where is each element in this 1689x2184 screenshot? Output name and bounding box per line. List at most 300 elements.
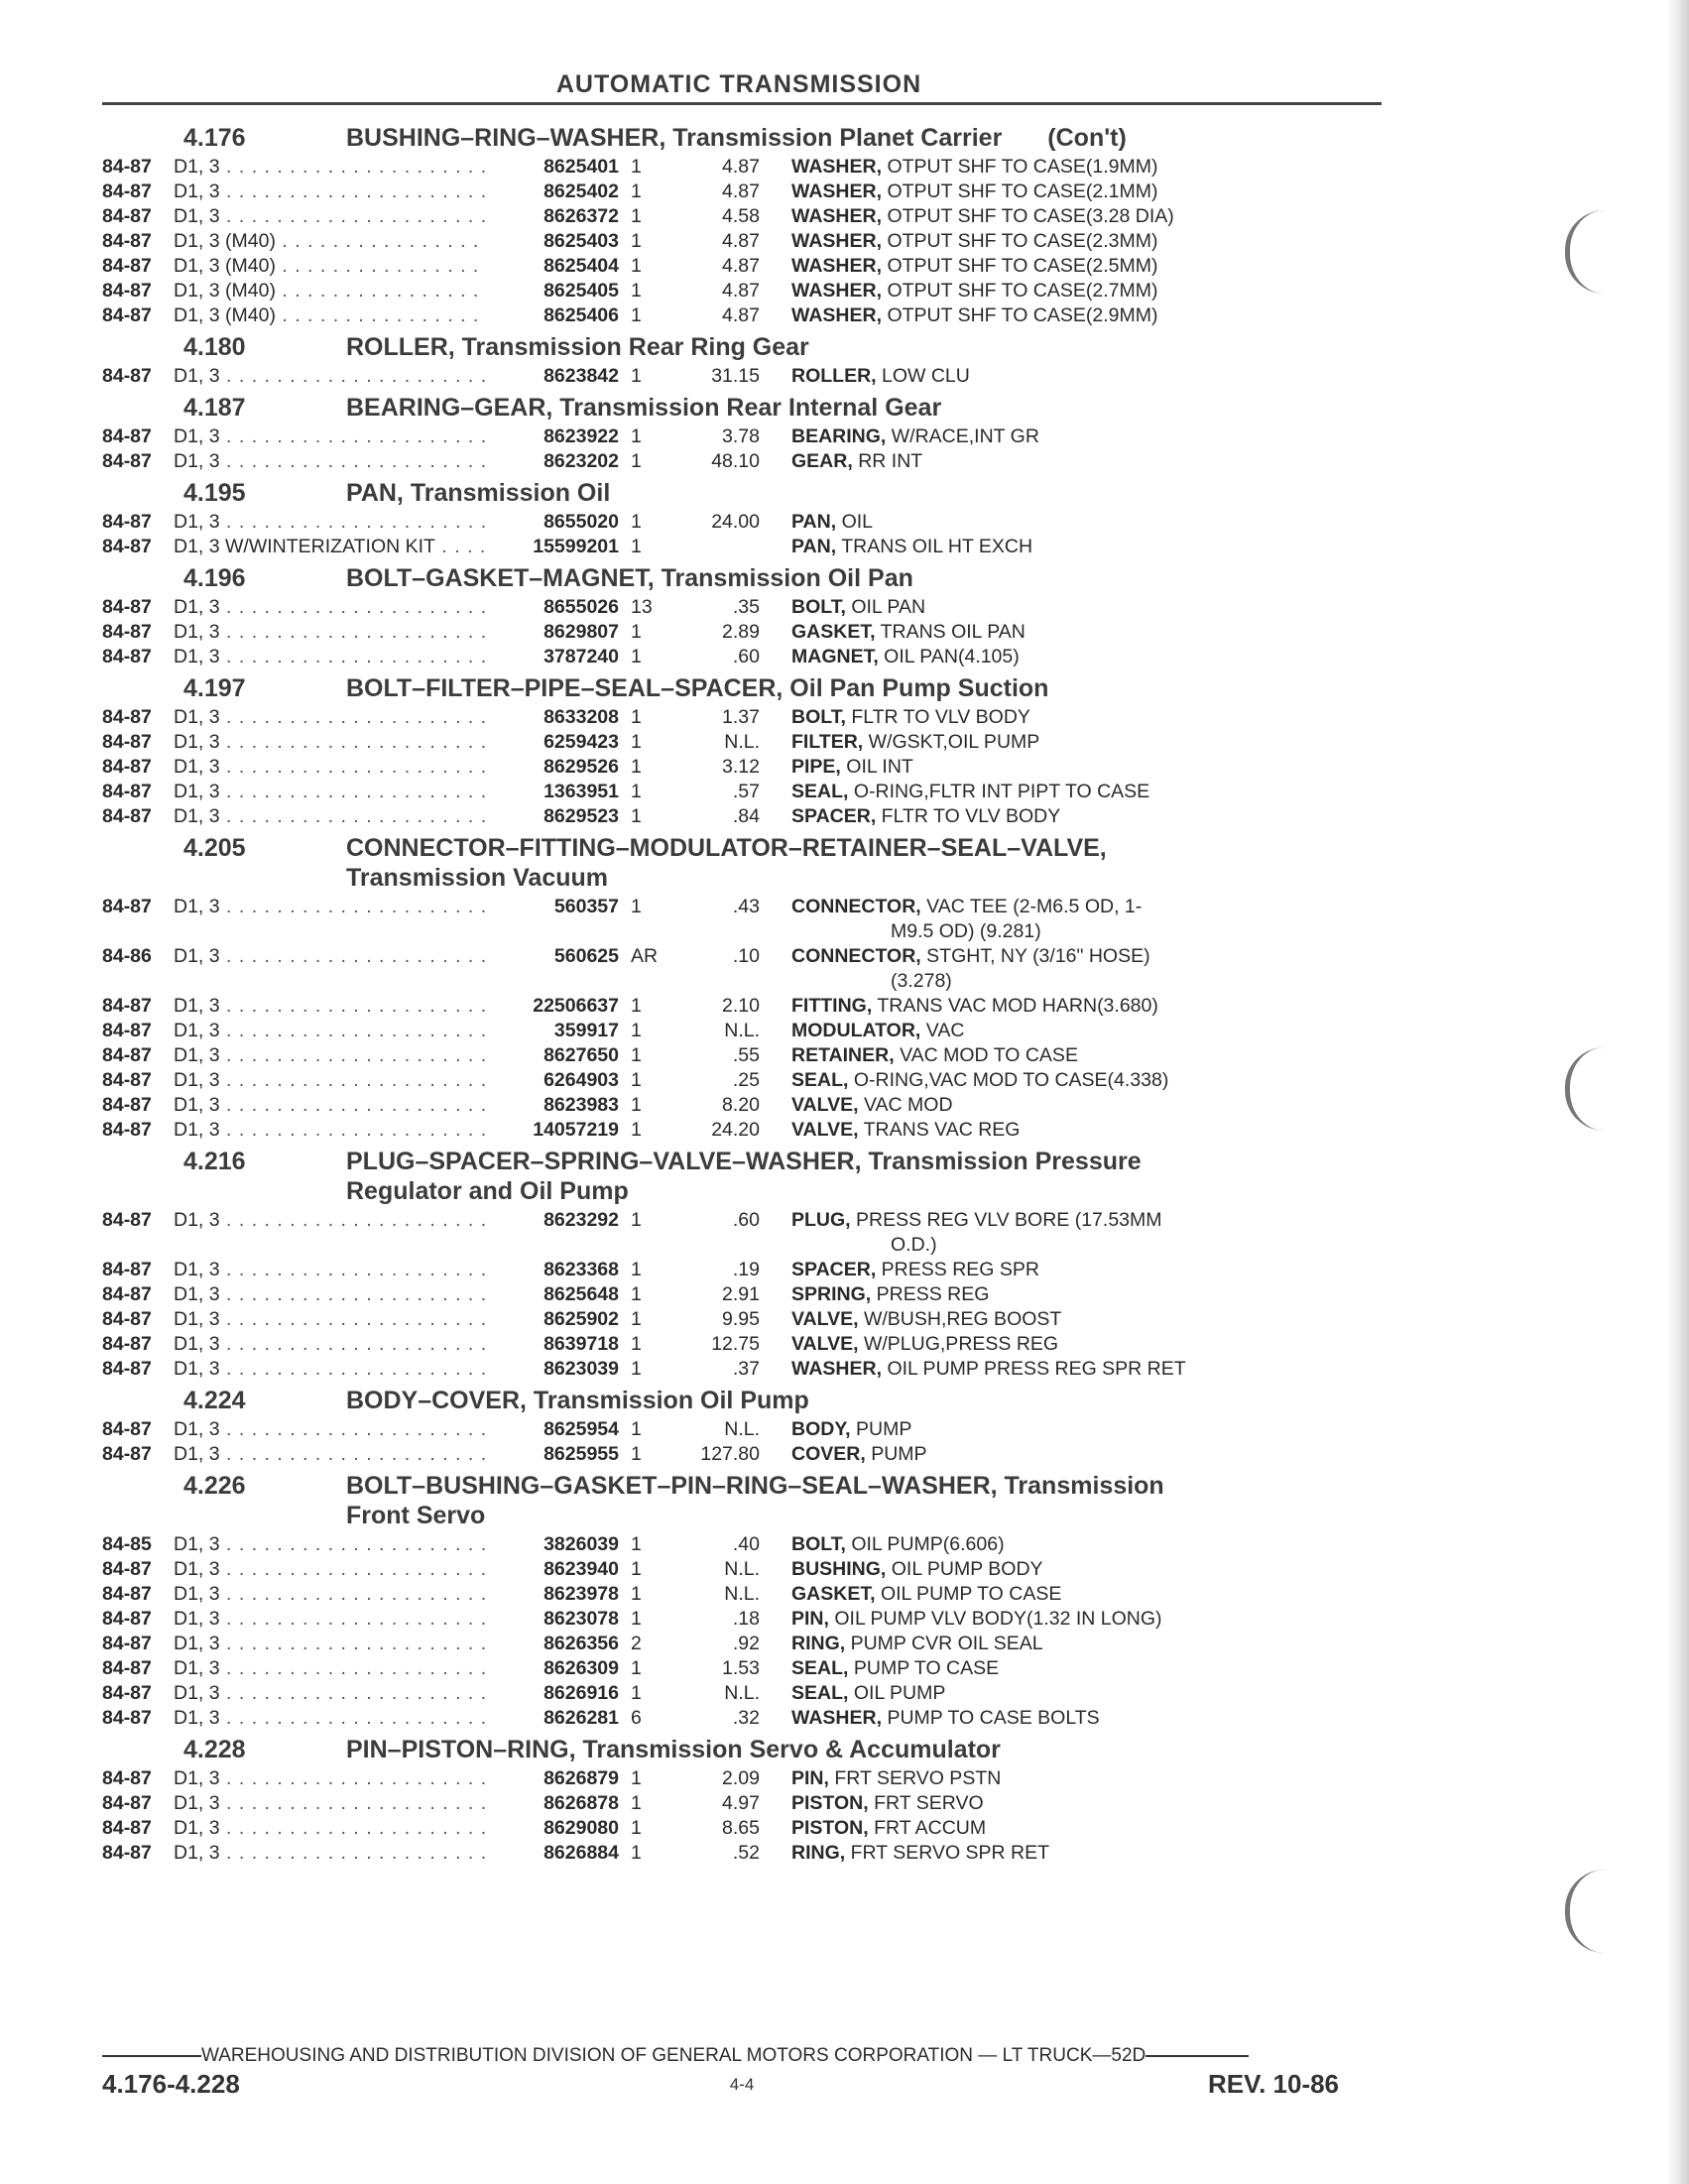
model-years: 84-87 [102, 1259, 152, 1280]
footer-publisher-line [102, 2045, 1382, 2067]
part-number: 8625954 [543, 1418, 619, 1440]
part-detail: W/BUSH,REG BOOST [863, 1308, 1062, 1330]
section-number: 4.180 [183, 333, 246, 361]
part-detail: OIL PUMP [853, 1682, 946, 1704]
part-number: 8623368 [543, 1259, 619, 1280]
binder-hole-middle [1565, 1047, 1605, 1131]
section-title [346, 1147, 1382, 1206]
part-number: 8625648 [543, 1283, 619, 1305]
table-row [102, 1417, 1382, 1442]
part-description [760, 254, 1382, 279]
model-years: 84-87 [102, 646, 152, 667]
part-detail: OIL PUMP VLV BODY(1.32 IN LONG) [834, 1608, 1162, 1630]
part-name: SPACER, [791, 805, 877, 827]
table-row [102, 1816, 1382, 1841]
table-row [102, 645, 1382, 669]
table-row [102, 303, 1382, 328]
part-detail: O-RING,VAC MOD TO CASE(4.338) [853, 1069, 1169, 1091]
part-name: WASHER, [791, 1358, 883, 1380]
part-detail: PRESS REG [876, 1283, 990, 1305]
price: 4.87 [722, 230, 760, 252]
section-heading [102, 1386, 1382, 1415]
section-title [346, 833, 1382, 893]
section-heading [102, 563, 1382, 593]
part-number: 3787240 [543, 646, 619, 667]
part-detail-continued: O.D.) [891, 1234, 937, 1256]
quantity: 1 [631, 805, 642, 827]
model-years: 84-87 [102, 156, 152, 178]
quantity: 1 [631, 255, 642, 277]
section-heading [102, 833, 1382, 893]
model-code: D1, 3 . . . [172, 780, 485, 804]
part-detail: FRT SERVO [874, 1792, 984, 1814]
part-detail: FLTR TO VLV BODY [851, 706, 1030, 728]
part-number: 8623202 [543, 450, 619, 472]
part-number: 8625401 [543, 156, 619, 178]
table-row [102, 204, 1382, 229]
part-description [760, 279, 1382, 303]
model-years: 84-87 [102, 536, 152, 557]
part-name: PLUG, [791, 1209, 851, 1231]
footer-publisher: WAREHOUSING AND DISTRIBUTION DIVISION OF GENERAL MOTORS CORPORATION — LT TRUCK—52D [201, 2045, 1146, 2066]
part-detail: VAC MOD TO CASE [900, 1044, 1078, 1066]
model-code: D1, 3 . . . [172, 449, 485, 474]
price: .84 [732, 805, 760, 827]
part-description [760, 1706, 1382, 1731]
footer-page-number: 4-4 [729, 2075, 755, 2094]
model-code: D1, 3 W/WINTERIZATION KIT . . . [172, 535, 485, 559]
part-name: CONNECTOR, [791, 896, 921, 917]
part-description [760, 804, 1382, 829]
part-description [760, 1841, 1382, 1866]
model-code: D1, 3 . . . [172, 620, 485, 645]
part-name: CONNECTOR, [791, 945, 921, 967]
part-detail-continued: (3.278) [891, 970, 952, 992]
part-description [760, 944, 1382, 994]
part-number: 22506637 [533, 995, 619, 1017]
section-4-228 [102, 1735, 1382, 1866]
part-name: WASHER, [791, 1707, 883, 1729]
quantity: 1 [631, 1792, 642, 1814]
price: 4.97 [722, 1792, 760, 1814]
parts-list [102, 123, 1382, 1870]
part-description [760, 303, 1382, 328]
model-code: D1, 3 . . . [172, 1307, 485, 1332]
part-detail: LOW CLU [882, 365, 970, 387]
model-years: 84-87 [102, 450, 152, 472]
part-description [760, 364, 1382, 389]
section-rows [102, 1766, 1382, 1866]
price: 48.10 [711, 450, 760, 472]
table-row [102, 804, 1382, 829]
quantity: 1 [631, 511, 642, 533]
part-number: 8627650 [543, 1044, 619, 1066]
part-name: WASHER, [791, 230, 883, 252]
part-number: 359917 [553, 1020, 619, 1041]
section-heading [102, 332, 1382, 362]
model-code: D1, 3 . . . [172, 1706, 485, 1731]
part-name: GEAR, [791, 450, 853, 472]
quantity: 1 [631, 1657, 642, 1679]
part-name: VALVE, [791, 1333, 859, 1355]
section-title-text: BOLT–GASKET–MAGNET, Transmission Oil Pan [346, 564, 913, 592]
part-description [760, 1442, 1382, 1467]
part-description [760, 204, 1382, 229]
model-years: 84-85 [102, 1533, 152, 1555]
price: 24.00 [711, 511, 760, 533]
model-years: 84-87 [102, 781, 152, 802]
part-detail: FLTR TO VLV BODY [881, 805, 1061, 827]
model-years: 84-87 [102, 181, 152, 202]
part-name: WASHER, [791, 304, 883, 326]
quantity: 1 [631, 896, 642, 917]
model-years: 84-87 [102, 1608, 152, 1630]
quantity: 1 [631, 1767, 642, 1789]
quantity: 1 [631, 706, 642, 728]
part-name: BOLT, [791, 1533, 846, 1555]
price: .37 [732, 1358, 760, 1380]
section-number: 4.196 [183, 564, 246, 592]
part-name: GASKET, [791, 1583, 876, 1605]
part-detail: PUMP CVR OIL SEAL [850, 1633, 1043, 1654]
price: 4.87 [722, 280, 760, 302]
part-number: 3826039 [543, 1533, 619, 1555]
part-name: PISTON, [791, 1792, 869, 1814]
quantity: 1 [631, 1069, 642, 1091]
part-detail: TRANS OIL HT EXCH [841, 536, 1033, 557]
part-name: WASHER, [791, 205, 883, 227]
section-title [346, 563, 1382, 593]
price: 12.75 [711, 1333, 760, 1355]
price: 3.12 [722, 756, 760, 778]
model-code: D1, 3 . . . [172, 755, 485, 780]
quantity: 6 [631, 1707, 642, 1729]
model-years: 84-87 [102, 1119, 152, 1141]
model-code: D1, 3 . . . [172, 1632, 485, 1656]
price: .25 [732, 1069, 760, 1091]
part-description [760, 180, 1382, 204]
price: .10 [732, 945, 760, 967]
part-description [760, 1791, 1382, 1816]
part-number: 8625405 [543, 280, 619, 302]
part-number: 8625403 [543, 230, 619, 252]
part-number: 8626281 [543, 1707, 619, 1729]
part-name: BUSHING, [791, 1558, 887, 1580]
quantity: 1 [631, 1842, 642, 1864]
quantity: 1 [631, 756, 642, 778]
model-years: 84-87 [102, 280, 152, 302]
table-row [102, 229, 1382, 254]
part-name: PAN, [791, 511, 837, 533]
price: .52 [732, 1842, 760, 1864]
quantity: 1 [631, 995, 642, 1017]
part-detail: OIL PUMP TO CASE [880, 1583, 1062, 1605]
quantity: 13 [631, 596, 653, 618]
page-title: AUTOMATIC TRANSMISSION [555, 70, 922, 98]
price: 3.78 [722, 425, 760, 447]
model-code: D1, 3 (M40) . . . [172, 254, 485, 279]
part-description [760, 155, 1382, 180]
part-name: BODY, [791, 1418, 851, 1440]
part-detail: TRANS VAC MOD HARN(3.680) [877, 995, 1158, 1017]
table-row [102, 1019, 1382, 1043]
model-code: D1, 3 . . . [172, 705, 485, 730]
part-number: 8626916 [543, 1682, 619, 1704]
model-years: 84-87 [102, 1358, 152, 1380]
quantity: 1 [631, 1418, 642, 1440]
price: .19 [732, 1259, 760, 1280]
section-title-text: BODY–COVER, Transmission Oil Pump [346, 1387, 809, 1414]
quantity: 1 [631, 1308, 642, 1330]
part-description [760, 994, 1382, 1019]
quantity: 1 [631, 1283, 642, 1305]
price: .35 [732, 596, 760, 618]
quantity: 1 [631, 1209, 642, 1231]
part-description [760, 449, 1382, 474]
part-description [760, 1357, 1382, 1382]
part-name: MODULATOR, [791, 1020, 921, 1041]
quantity: 1 [631, 646, 642, 667]
part-description [760, 895, 1382, 944]
model-code: D1, 3 (M40) . . . [172, 229, 485, 254]
part-number: 8626372 [543, 205, 619, 227]
model-code: D1, 3 . . . [172, 180, 485, 204]
part-description [760, 1258, 1382, 1282]
part-detail: W/PLUG,PRESS REG [863, 1333, 1059, 1355]
section-title-text: BOLT–BUSHING–GASKET–PIN–RING–SEAL–WASHER, Transmission [346, 1472, 1164, 1500]
part-number: 8625955 [543, 1443, 619, 1465]
section-4-195 [102, 478, 1382, 559]
quantity: 1 [631, 425, 642, 447]
part-detail: OIL [841, 511, 874, 533]
table-row [102, 620, 1382, 645]
part-name: ROLLER, [791, 365, 877, 387]
part-description [760, 1332, 1382, 1357]
section-4-205 [102, 833, 1382, 1143]
quantity: 1 [631, 1020, 642, 1041]
part-detail: OIL PAN(4.105) [884, 646, 1020, 667]
table-row [102, 994, 1382, 1019]
price: N.L. [724, 731, 760, 753]
footer-rule-left [102, 2055, 201, 2057]
part-name: WASHER, [791, 255, 883, 277]
table-row [102, 944, 1382, 994]
section-4-224 [102, 1386, 1382, 1467]
model-years: 84-87 [102, 1069, 152, 1091]
model-years: 84-87 [102, 1842, 152, 1864]
model-code: D1, 3 . . . [172, 1019, 485, 1043]
price: .57 [732, 781, 760, 802]
part-description [760, 1043, 1382, 1068]
model-years: 84-87 [102, 1418, 152, 1440]
page-edge-shadow [1667, 0, 1689, 2184]
model-years: 84-87 [102, 1333, 152, 1355]
model-code: D1, 3 . . . [172, 1282, 485, 1307]
part-name: PIN, [791, 1608, 829, 1630]
model-years: 84-87 [102, 255, 152, 277]
part-detail: VAC TEE (2-M6.5 OD, 1- [926, 896, 1143, 917]
part-name: PISTON, [791, 1817, 869, 1839]
quantity: 1 [631, 230, 642, 252]
section-rows [102, 895, 1382, 1143]
table-row [102, 510, 1382, 535]
part-name: SEAL, [791, 1069, 849, 1091]
part-detail: OIL INT [846, 756, 913, 778]
part-description [760, 229, 1382, 254]
part-name: PIN, [791, 1767, 829, 1789]
part-number: 8655026 [543, 596, 619, 618]
price: N.L. [724, 1682, 760, 1704]
model-code: D1, 3 . . . [172, 1093, 485, 1118]
part-number: 8625902 [543, 1308, 619, 1330]
model-years: 84-87 [102, 1583, 152, 1605]
part-detail: PRESS REG SPR [881, 1259, 1039, 1280]
part-number: 1363951 [543, 781, 619, 802]
section-4-176 [102, 123, 1382, 328]
part-number: 8625406 [543, 304, 619, 326]
part-number: 8623078 [543, 1608, 619, 1630]
part-name: PAN, [791, 536, 837, 557]
model-code: D1, 3 . . . [172, 595, 485, 620]
table-row [102, 279, 1382, 303]
part-number: 8626878 [543, 1792, 619, 1814]
section-number: 4.195 [183, 479, 246, 507]
price: 4.87 [722, 304, 760, 326]
model-code: D1, 3 . . . [172, 994, 485, 1019]
part-name: MAGNET, [791, 646, 879, 667]
part-number: 8625404 [543, 255, 619, 277]
model-code: D1, 3 . . . [172, 1118, 485, 1143]
model-years: 84-87 [102, 995, 152, 1017]
section-heading [102, 673, 1382, 703]
part-name: BOLT, [791, 706, 846, 728]
model-code: D1, 3 . . . [172, 204, 485, 229]
part-name: BEARING, [791, 425, 887, 447]
model-code: D1, 3 . . . [172, 1258, 485, 1282]
part-description [760, 1557, 1382, 1582]
model-code: D1, 3 . . . [172, 1557, 485, 1582]
part-description [760, 1656, 1382, 1681]
part-detail: W/RACE,INT GR [891, 425, 1039, 447]
price: .18 [732, 1608, 760, 1630]
model-years: 84-87 [102, 1044, 152, 1066]
table-row [102, 254, 1382, 279]
section-heading [102, 123, 1382, 153]
section-title-text: ROLLER, Transmission Rear Ring Gear [346, 333, 809, 361]
model-years: 84-87 [102, 706, 152, 728]
price: 4.87 [722, 181, 760, 202]
price: .60 [732, 1209, 760, 1231]
model-code: D1, 3 . . . [172, 1582, 485, 1607]
part-detail: OIL PUMP BODY [891, 1558, 1043, 1580]
price: 127.80 [700, 1443, 760, 1465]
part-description [760, 1019, 1382, 1043]
model-code: D1, 3 . . . [172, 1332, 485, 1357]
part-number: 8639718 [543, 1333, 619, 1355]
quantity: 1 [631, 1608, 642, 1630]
section-rows [102, 425, 1382, 474]
part-number: 6259423 [543, 731, 619, 753]
model-years: 84-87 [102, 896, 152, 917]
section-title [346, 1386, 1382, 1415]
price: 8.20 [722, 1094, 760, 1116]
section-title-text: PIN–PISTON–RING, Transmission Servo & Accumulator [346, 1736, 1001, 1763]
section-number: 4.187 [183, 394, 246, 422]
header-rule [102, 102, 1382, 105]
model-years: 84-86 [102, 945, 152, 967]
part-detail: O-RING,FLTR INT PIPT TO CASE [853, 781, 1150, 802]
section-title-continued: Regulator and Oil Pump [346, 1177, 629, 1205]
model-code: D1, 3 . . . [172, 1357, 485, 1382]
table-row [102, 1791, 1382, 1816]
section-number: 4.224 [183, 1387, 246, 1414]
table-row [102, 1557, 1382, 1582]
quantity: 1 [631, 781, 642, 802]
part-detail: FRT SERVO SPR RET [850, 1842, 1050, 1864]
model-code: D1, 3 . . . [172, 1532, 485, 1557]
model-years: 84-87 [102, 230, 152, 252]
model-code: D1, 3 . . . [172, 1681, 485, 1706]
part-name: SEAL, [791, 1657, 849, 1679]
price: 24.20 [711, 1119, 760, 1141]
section-rows [102, 510, 1382, 559]
table-row [102, 1532, 1382, 1557]
part-detail-continued: M9.5 OD) (9.281) [891, 920, 1041, 942]
model-code: D1, 3 . . . [172, 1043, 485, 1068]
part-description [760, 1816, 1382, 1841]
section-number: 4.216 [183, 1148, 246, 1175]
binder-hole-top [1565, 210, 1605, 294]
part-number: 8629526 [543, 756, 619, 778]
section-title [346, 478, 1382, 508]
part-name: VALVE, [791, 1308, 859, 1330]
part-detail: PRESS REG VLV BORE (17.53MM [856, 1209, 1162, 1231]
section-heading [102, 1735, 1382, 1764]
part-description [760, 1282, 1382, 1307]
model-code: D1, 3 . . . [172, 1068, 485, 1093]
model-years: 84-87 [102, 1558, 152, 1580]
price: N.L. [724, 1583, 760, 1605]
part-number: 8623983 [543, 1094, 619, 1116]
quantity: 1 [631, 1533, 642, 1555]
part-description [760, 535, 1382, 559]
part-number: 8623978 [543, 1583, 619, 1605]
quantity: 1 [631, 156, 642, 178]
section-heading [102, 1147, 1382, 1206]
part-number: 8655020 [543, 511, 619, 533]
part-detail: OTPUT SHF TO CASE(3.28 DIA) [887, 205, 1174, 227]
part-name: SPACER, [791, 1259, 877, 1280]
part-detail: OIL PUMP PRESS REG SPR RET [887, 1358, 1186, 1380]
table-row [102, 1442, 1382, 1467]
part-detail: OTPUT SHF TO CASE(2.5MM) [887, 255, 1158, 277]
model-years: 84-87 [102, 1209, 152, 1231]
footer-revision: REV. 10-86 [1208, 2069, 1340, 2099]
quantity: 1 [631, 1044, 642, 1066]
footer-rule-right [1146, 2055, 1249, 2057]
part-number: 8626356 [543, 1633, 619, 1654]
binder-hole-bottom [1565, 1870, 1605, 1953]
part-description [760, 510, 1382, 535]
price: 31.15 [711, 365, 760, 387]
quantity: 1 [631, 1682, 642, 1704]
part-number: 8623039 [543, 1358, 619, 1380]
section-title-text: BUSHING–RING–WASHER, Transmission Planet Carrier [346, 124, 1003, 152]
model-years: 84-87 [102, 1707, 152, 1729]
section-title-text: BOLT–FILTER–PIPE–SEAL–SPACER, Oil Pan Pump Suction [346, 674, 1049, 702]
model-years: 84-87 [102, 1633, 152, 1654]
part-name: RING, [791, 1842, 846, 1864]
